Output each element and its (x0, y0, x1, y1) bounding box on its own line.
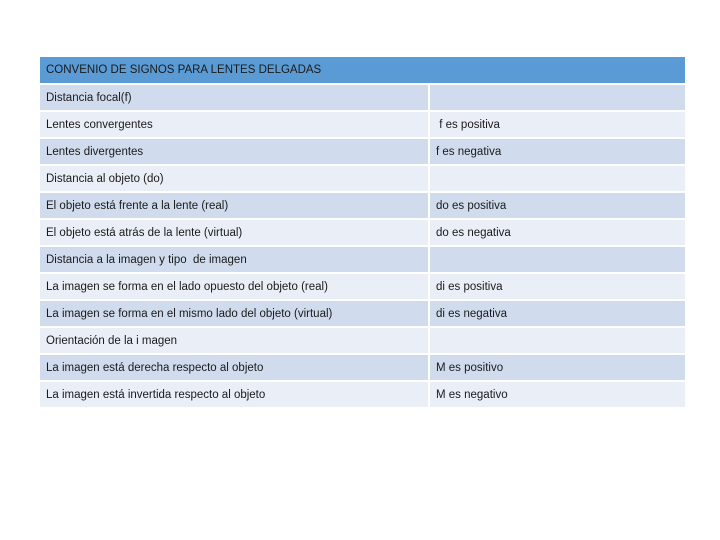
section-label: Distancia focal(f) (39, 84, 429, 111)
row-label: Lentes convergentes (39, 111, 429, 138)
table-row (39, 84, 686, 111)
table-row (39, 327, 686, 354)
sign-convention-sheet (38, 55, 685, 409)
row-label: El objeto está atrás de la lente (virtual) (39, 219, 429, 246)
table-row (39, 273, 686, 300)
table-row (39, 246, 686, 273)
row-label: La imagen se forma en el lado opuesto del objeto (real) (39, 273, 429, 300)
section-value (429, 246, 686, 273)
table-row (39, 111, 686, 138)
row-value: f es negativa (429, 138, 686, 165)
row-label: La imagen está derecha respecto al objeto (39, 354, 429, 381)
section-value (429, 327, 686, 354)
table-row (39, 381, 686, 408)
section-label: Distancia a la imagen y tipo de imagen (39, 246, 429, 273)
table-row (39, 219, 686, 246)
row-label: El objeto está frente a la lente (real) (39, 192, 429, 219)
row-value: M es positivo (429, 354, 686, 381)
table-header-row (39, 56, 686, 84)
row-value: di es negativa (429, 300, 686, 327)
sign-convention-table (38, 55, 687, 409)
row-value: M es negativo (429, 381, 686, 408)
table-row (39, 192, 686, 219)
section-label: Distancia al objeto (do) (39, 165, 429, 192)
row-value: do es positiva (429, 192, 686, 219)
table-title: CONVENIO DE SIGNOS PARA LENTES DELGADAS (39, 56, 686, 84)
row-value: do es negativa (429, 219, 686, 246)
table-row (39, 138, 686, 165)
row-label: La imagen se forma en el mismo lado del objeto (virtual) (39, 300, 429, 327)
table-row (39, 300, 686, 327)
section-value (429, 165, 686, 192)
row-label: Lentes divergentes (39, 138, 429, 165)
section-label: Orientación de la i magen (39, 327, 429, 354)
table-row (39, 354, 686, 381)
section-value (429, 84, 686, 111)
row-label: La imagen está invertida respecto al objeto (39, 381, 429, 408)
table-row (39, 165, 686, 192)
row-value: di es positiva (429, 273, 686, 300)
row-value: f es positiva (429, 111, 686, 138)
